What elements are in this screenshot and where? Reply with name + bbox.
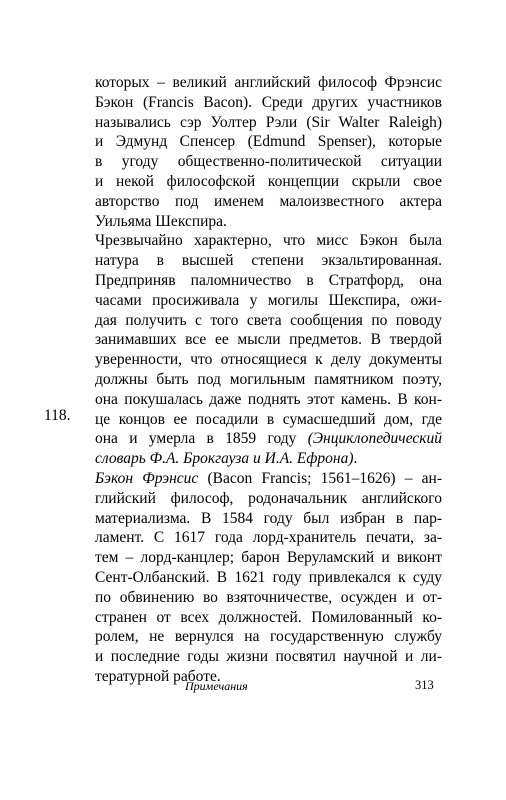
text-segment: и некой философской концепции скрыли свое bbox=[95, 172, 442, 190]
text-segment: (Bacon Francis; 1561–1626) – ан- bbox=[198, 469, 442, 487]
text-line bbox=[95, 370, 442, 390]
text-segment: натура в высшей степени экзальтированная. bbox=[95, 252, 442, 270]
text-line bbox=[95, 410, 442, 430]
text-segment: которых – великий английский философ Фрэнсис bbox=[95, 74, 442, 91]
text-line bbox=[95, 172, 442, 192]
text-segment: по обвинению во взяточничестве, осужден и от- bbox=[95, 588, 442, 606]
text-line bbox=[95, 647, 442, 667]
body-text bbox=[95, 73, 442, 687]
text-segment: и Эдмунд Спенсер (Edmund Spenser), которые bbox=[95, 133, 442, 151]
text-line bbox=[95, 489, 442, 509]
text-line bbox=[95, 212, 442, 232]
italic-text-segment: (Энциклопедический bbox=[307, 430, 442, 448]
text-line bbox=[95, 528, 442, 548]
text-line bbox=[95, 509, 442, 529]
text-line bbox=[95, 548, 442, 568]
text-segment: ролем, не вернулся на государственную службу bbox=[95, 628, 442, 646]
text-segment: тем – лорд-канцлер; барон Веруламский и виконт bbox=[95, 549, 442, 567]
text-line bbox=[95, 311, 442, 331]
text-segment: она покушалась даже поднять этот камень. В кон- bbox=[95, 390, 442, 408]
text-line bbox=[95, 271, 442, 291]
note-number: 118. bbox=[44, 407, 71, 424]
text-segment: дая получить с того света сообщения по поводу bbox=[95, 311, 442, 329]
text-line bbox=[95, 93, 442, 113]
text-line bbox=[95, 192, 442, 212]
text-segment: авторство под именем малоизвестного актера bbox=[95, 192, 442, 210]
text-line bbox=[95, 350, 442, 370]
text-line bbox=[95, 449, 442, 469]
text-segment: Уильяма Шекспира. bbox=[95, 212, 227, 230]
text-line bbox=[95, 291, 442, 311]
text-segment: должны быть под могильным памятником поэту, bbox=[95, 370, 442, 388]
text-segment: уверенности, что относящиеся к делу документы bbox=[95, 351, 442, 369]
text-line bbox=[95, 568, 442, 588]
text-line bbox=[95, 608, 442, 628]
text-segment: назывались сэр Уолтер Рэли (Sir Walter Raleigh) bbox=[95, 113, 442, 131]
text-segment: це концов ее посадили в сумасшедший дом, где bbox=[95, 410, 442, 428]
text-line bbox=[95, 231, 442, 251]
text-segment: ламент. С 1617 года лорд-хранитель печати, за- bbox=[95, 529, 442, 547]
italic-text-segment: словарь Ф.А. Брокгауза и И.А. Ефрона) bbox=[95, 450, 354, 468]
text-line bbox=[95, 588, 442, 608]
text-segment: странен от всех должностей. Помилованный ко- bbox=[95, 608, 442, 626]
text-segment: . bbox=[353, 450, 358, 468]
italic-text-segment: Бэкон Фрэнсис bbox=[95, 469, 199, 487]
text-line bbox=[95, 667, 442, 687]
running-footer-label: Примечания bbox=[185, 679, 248, 693]
text-line bbox=[95, 390, 442, 410]
text-segment: Сент-Олбанский. В 1621 году привлекался к суду bbox=[95, 568, 442, 586]
text-line bbox=[95, 251, 442, 271]
text-line bbox=[95, 429, 442, 449]
text-line bbox=[95, 73, 442, 93]
text-line bbox=[95, 330, 442, 350]
text-segment: тературной работе. bbox=[95, 667, 221, 685]
text-line bbox=[95, 627, 442, 647]
text-segment: материализма. В 1584 году был избран в пар- bbox=[95, 509, 442, 527]
text-segment: Чрезвычайно характерно, что мисс Бэкон была bbox=[95, 232, 442, 250]
text-line bbox=[95, 152, 442, 172]
text-segment: часами просиживала у могилы Шекспира, ожи- bbox=[95, 291, 442, 309]
text-segment: Бэкон (Francis Bacon). Среди других участников bbox=[95, 93, 442, 111]
text-line bbox=[95, 469, 442, 489]
text-segment: в угоду общественно-политической ситуации bbox=[95, 153, 442, 171]
text-segment: глийский философ, родоначальник английского bbox=[95, 489, 442, 507]
text-segment: Предприняв паломничество в Стратфорд, она bbox=[95, 271, 442, 289]
text-segment: занимавших все ее мысли предметов. В твердой bbox=[95, 331, 442, 349]
text-line bbox=[95, 113, 442, 133]
text-segment: и последние годы жизни посвятил научной и ли- bbox=[95, 648, 442, 666]
text-line bbox=[95, 132, 442, 152]
page-number: 313 bbox=[415, 678, 434, 692]
text-segment: она и умерла в 1859 году bbox=[95, 430, 308, 448]
